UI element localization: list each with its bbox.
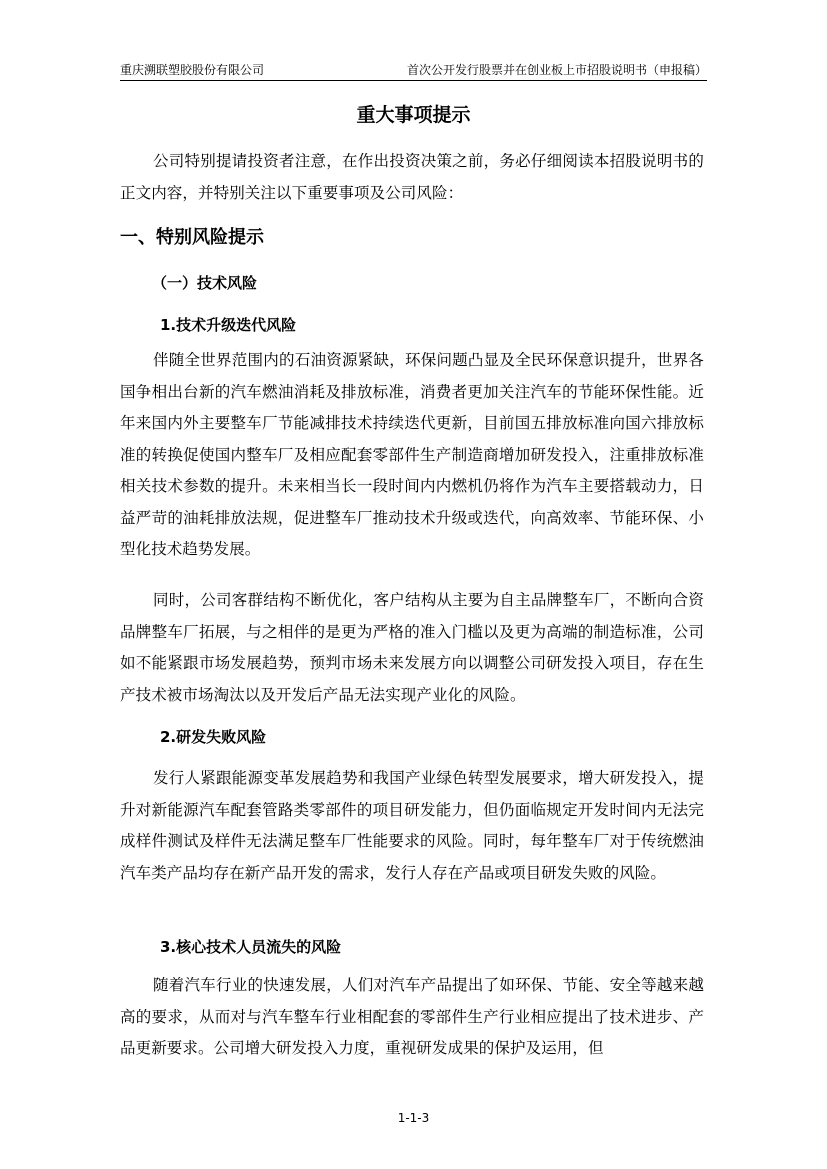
body-paragraph: 同时，公司客群结构不断优化，客户结构从主要为自主品牌整车厂，不断向合资品牌整车厂拓展，与之相伴的是更为严格的准入门槛以及更为高端的制造标准，公司如不能紧跟市场发展趋势，预判市场未来发展方向以调整公司研发投入项目，存在生产技术被市场淘汰以及开发后产品无法实现产业化的风险。 (120, 591, 704, 704)
body-paragraph: 随着汽车行业的快速发展，人们对汽车产品提出了如环保、节能、安全等越来越高的要求，从而对与汽车整车行业相配套的零部件生产行业相应提出了技术进步、产品更新要求。公司增大研发投入力度，重视研发成果的保护及运用，但 (120, 976, 704, 1057)
item-heading-rd-failure-risk: 2.研发失败风险 (160, 728, 267, 746)
header-company-name: 重庆溯联塑胶股份有限公司 (120, 63, 265, 77)
body-paragraph: 伴随全世界范围内的石油资源紧缺，环保问题凸显及全民环保意识提升，世界各国争相出台新的汽车燃油消耗及排放标准，消费者更加关注汽车的节能环保性能。近年来国内外主要整车厂节能减排技术持续迭代更新，目前国五排放标准向国六排放标准的转换促使国内整车厂及相应配套零部件生产制造商增加研发投入，注重排放标准相关技术参数的提升。未来相当长一段时间内内燃机仍将作为汽车主要搭载动力，日益严苛的油耗排放法规，促进整车厂推动技术升级或迭代，向高效率、节能环保、小型化技术趋势发展。 (120, 351, 704, 558)
subsection-heading-technical-risk: （一）技术风险 (152, 274, 258, 292)
page-number: 1-1-3 (397, 1111, 430, 1125)
header-document-title: 首次公开发行股票并在创业板上市招股说明书（申报稿） (406, 63, 707, 77)
item-heading-key-staff-loss-risk: 3.核心技术人员流失的风险 (160, 938, 342, 956)
section-heading-special-risks: 一、特别风险提示 (120, 227, 264, 248)
intro-paragraph: 公司特别提请投资者注意，在作出投资决策之前，务必仔细阅读本招股说明书的正文内容，并特别关注以下重要事项及公司风险： (120, 152, 704, 202)
item-heading-tech-upgrade-risk: 1.技术升级迭代风险 (160, 316, 297, 334)
running-header (120, 58, 707, 81)
page-title: 重大事项提示 (356, 104, 471, 126)
body-paragraph: 发行人紧跟能源变革发展趋势和我国产业绿色转型发展要求，增大研发投入，提升对新能源汽车配套管路类零部件的项目研发能力，但仍面临规定开发时间内无法完成样件测试及样件无法满足整车厂性能要求的风险。同时，每年整车厂对于传统燃油汽车类产品均存在新产品开发的需求，发行人存在产品或项目研发失败的风险。 (120, 769, 704, 882)
